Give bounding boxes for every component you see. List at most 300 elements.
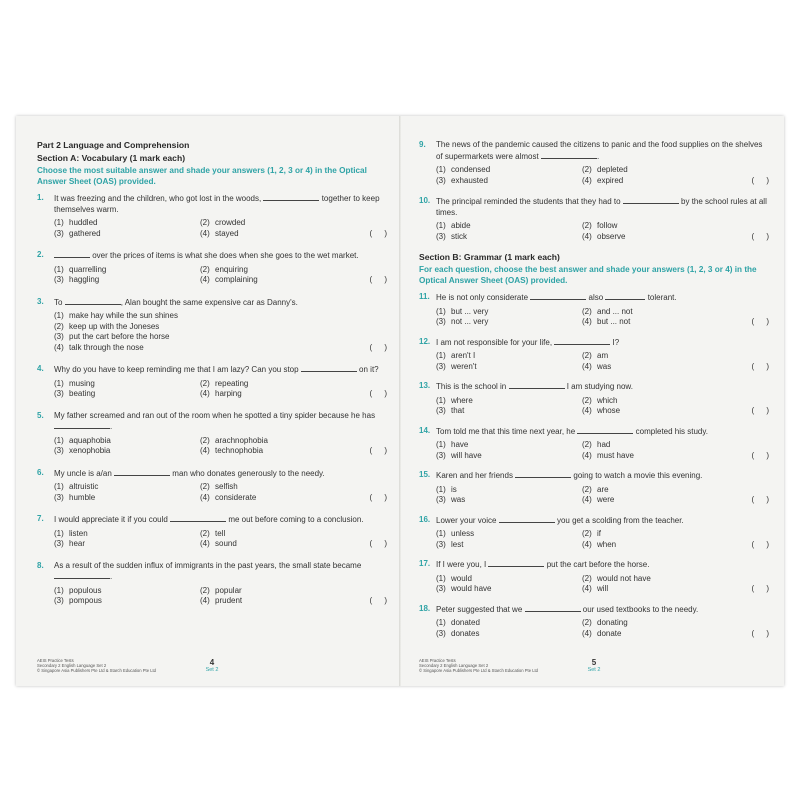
answer-bracket[interactable]: ( )	[751, 628, 769, 638]
option[interactable]	[436, 584, 491, 595]
question-stem: tolerant.	[647, 293, 677, 302]
question-stem: , Alan bought the same expensive car as Danny's.	[120, 297, 298, 307]
option-text: stick	[451, 231, 467, 241]
option-number: (1)	[436, 573, 446, 583]
page-number: 4	[209, 658, 215, 667]
option-text: that	[451, 406, 465, 415]
option[interactable]	[582, 351, 608, 362]
option[interactable]	[582, 574, 651, 585]
answer-blank	[530, 292, 586, 300]
option[interactable]	[436, 540, 463, 551]
option-number: (3)	[54, 492, 64, 502]
option-text: is	[451, 484, 457, 494]
option-text: considerate	[215, 492, 257, 502]
option[interactable]	[436, 176, 488, 187]
question	[419, 381, 769, 417]
answer-bracket[interactable]: ( )	[369, 275, 387, 284]
answer-bracket[interactable]: ( )	[369, 492, 387, 502]
page-footer	[419, 658, 769, 680]
option-number: (2)	[582, 221, 592, 230]
question	[419, 140, 769, 186]
question-stem: .	[110, 422, 113, 431]
section-b-instruction: For each question, choose the best answer and shade your answers (1, 2, 3 or 4) in the Optical Answer Sheet (OAS) provided.	[419, 265, 757, 285]
option-number: (3)	[54, 389, 64, 398]
option-text: was	[451, 495, 466, 504]
answer-blank	[499, 515, 555, 523]
question-text	[436, 337, 769, 349]
option[interactable]	[436, 485, 457, 496]
question-stem: He is not only considerate	[436, 293, 529, 302]
option-text: arachnophobia	[215, 435, 268, 445]
option[interactable]	[54, 482, 98, 493]
option-number: (1)	[54, 378, 64, 388]
question-stem: on it?	[359, 365, 379, 374]
option-text: unless	[451, 529, 475, 538]
option[interactable]	[54, 446, 110, 457]
option-text: populous	[69, 585, 102, 595]
option[interactable]	[582, 221, 617, 232]
option[interactable]	[436, 451, 482, 462]
option-text: musing	[69, 378, 95, 388]
question-text	[436, 604, 769, 616]
option[interactable]	[582, 165, 628, 176]
question-stem: It was freezing and the children, who got lost in the woods,	[54, 194, 262, 203]
option-text: popular	[215, 585, 242, 595]
option-list	[436, 396, 769, 417]
option[interactable]	[436, 396, 473, 407]
option-number: (1)	[54, 482, 64, 491]
option-number: (1)	[54, 264, 64, 274]
question	[419, 426, 769, 462]
option[interactable]	[200, 218, 245, 229]
question-number: 6.	[37, 467, 44, 477]
option-list	[436, 618, 769, 639]
option-text: sound	[215, 539, 237, 548]
question	[37, 561, 387, 607]
question-stem: As a result of the sudden influx of immigrants in the past years, the small state became	[54, 560, 362, 570]
option-number: (2)	[582, 395, 592, 405]
option-text: prudent	[215, 596, 243, 605]
question-stem: by the school rules at all times.	[436, 197, 767, 217]
option[interactable]	[436, 495, 465, 506]
option[interactable]	[200, 596, 242, 607]
option[interactable]	[54, 332, 170, 343]
option-text: but ... very	[451, 306, 489, 316]
question-number: 9.	[419, 140, 426, 149]
option-number: (1)	[436, 484, 446, 494]
option-number: (1)	[436, 165, 446, 174]
option[interactable]	[200, 275, 258, 286]
option-text: beating	[69, 389, 96, 398]
option-number: (4)	[582, 539, 592, 549]
option-number: (1)	[54, 435, 64, 445]
set-label: Set 2	[587, 667, 601, 673]
question-stem: you get a scolding from the teacher.	[556, 515, 684, 525]
question-text	[436, 292, 769, 304]
answer-bracket[interactable]: ( )	[751, 450, 769, 460]
option-text: where	[451, 395, 473, 405]
question-number: 11.	[419, 292, 430, 301]
section-a-title: Section A: Vocabulary (1 mark each)	[37, 153, 186, 163]
question	[37, 297, 387, 354]
option[interactable]	[582, 317, 630, 328]
option-text: selfish	[215, 482, 238, 491]
question-stem: My father screamed and ran out of the room when he spotted a tiny spider because he has	[54, 410, 376, 420]
option-number: (3)	[436, 175, 446, 185]
option[interactable]	[582, 396, 617, 407]
option-number: (4)	[582, 584, 592, 593]
answer-blank	[54, 421, 113, 431]
answer-bracket[interactable]: ( )	[369, 446, 387, 455]
option-list	[436, 529, 769, 550]
option-number: (2)	[582, 484, 592, 494]
question-stem: If I were you, I	[436, 560, 487, 569]
option-list	[54, 265, 387, 286]
question-text	[436, 140, 769, 162]
answer-bracket[interactable]: ( )	[369, 596, 387, 605]
option[interactable]	[436, 440, 468, 451]
question	[37, 193, 387, 239]
option-list	[54, 586, 387, 607]
answer-bracket[interactable]: ( )	[369, 539, 387, 548]
option-text: follow	[597, 221, 618, 230]
answer-bracket[interactable]: ( )	[751, 231, 769, 241]
question-number: 10.	[419, 196, 431, 205]
option-number: (2)	[54, 321, 64, 331]
option-number: (1)	[54, 528, 64, 538]
question-text	[436, 515, 769, 527]
option-number: (3)	[54, 446, 64, 455]
question-stem: I am not responsible for your life,	[436, 337, 553, 347]
option[interactable]	[54, 493, 95, 504]
option-list	[54, 482, 387, 503]
question-text	[436, 559, 769, 571]
answer-bracket[interactable]: ( )	[751, 495, 769, 504]
option-number: (4)	[200, 275, 210, 284]
option-number: (4)	[582, 231, 592, 241]
answer-blank	[488, 559, 544, 567]
option[interactable]	[54, 596, 102, 607]
option-number: (2)	[200, 378, 210, 388]
option-text: gathered	[69, 228, 101, 238]
question-number: 15.	[419, 470, 431, 479]
option-text: hear	[69, 539, 86, 548]
option-list	[436, 574, 769, 595]
option-number: (3)	[54, 596, 64, 605]
footer-line: © Singapore Asia Publishers Pte Ltd & Starch Education Pte Ltd	[419, 668, 539, 674]
answer-bracket[interactable]: ( )	[751, 406, 769, 415]
question	[37, 250, 387, 286]
question-stem: Peter suggested that we	[436, 604, 523, 614]
option-number: (3)	[436, 539, 446, 549]
option[interactable]	[582, 485, 609, 496]
option[interactable]	[582, 629, 621, 640]
option-text: technophobia	[215, 446, 264, 455]
option[interactable]	[582, 307, 633, 318]
option-text: will have	[451, 450, 482, 460]
question-stem: man who donates generously to the needy.	[172, 468, 325, 478]
option-number: (2)	[200, 585, 210, 595]
option[interactable]	[200, 493, 256, 504]
answer-blank	[65, 297, 121, 305]
option-number: (1)	[54, 218, 64, 227]
question-stem: My uncle is a/an	[54, 468, 112, 478]
option-text: repeating	[215, 378, 249, 388]
option[interactable]	[200, 379, 248, 390]
option[interactable]	[436, 317, 488, 328]
option[interactable]	[54, 218, 97, 229]
option-text: aquaphobia	[69, 435, 111, 445]
option-number: (4)	[200, 228, 210, 238]
option-text: was	[597, 361, 612, 371]
footer-line: AEIS Practice Tests	[37, 658, 74, 663]
question-stem: going to watch a movie this evening.	[573, 471, 703, 480]
question-number: 14.	[419, 425, 431, 435]
answer-bracket[interactable]: ( )	[751, 317, 769, 326]
answer-blank	[577, 426, 633, 434]
option-number: (3)	[436, 406, 446, 415]
page-number: 5	[591, 658, 597, 667]
option-text: listen	[69, 528, 88, 538]
option-number: (2)	[200, 218, 210, 227]
option[interactable]	[436, 232, 467, 243]
option-text: are	[597, 484, 609, 494]
question-stem: I?	[612, 337, 620, 347]
option[interactable]	[582, 232, 625, 243]
option-text: whose	[597, 406, 621, 415]
question	[419, 337, 769, 373]
option[interactable]	[436, 165, 490, 176]
question-stem: I am studying now.	[566, 382, 633, 391]
option-number: (3)	[54, 332, 64, 341]
answer-bracket[interactable]: ( )	[369, 389, 387, 398]
option-number: (4)	[582, 175, 592, 185]
option[interactable]	[54, 379, 95, 390]
option-text: must have	[597, 450, 634, 460]
option-text: depleted	[597, 165, 628, 174]
option-text: not ... very	[451, 317, 489, 326]
question-number: 5.	[37, 410, 44, 420]
option-text: donates	[451, 628, 480, 638]
option[interactable]	[200, 436, 268, 447]
option-text: altruistic	[69, 482, 99, 491]
question	[419, 196, 769, 242]
option[interactable]	[200, 229, 239, 240]
question-stem: completed his study.	[635, 426, 708, 436]
option-number: (2)	[582, 440, 592, 449]
answer-blank	[623, 196, 679, 204]
option[interactable]	[582, 618, 628, 629]
footer-line: Secondary 2 English Language Set 2	[419, 663, 489, 669]
question-stem: This is the school in	[436, 382, 507, 391]
option-number: (1)	[436, 618, 446, 627]
option[interactable]	[436, 307, 488, 318]
option-text: donate	[597, 628, 622, 638]
question-stem: To	[54, 297, 63, 307]
option-text: would have	[451, 584, 492, 593]
option-text: donated	[451, 618, 480, 627]
option[interactable]	[54, 229, 101, 240]
option[interactable]	[54, 275, 99, 286]
option-number: (1)	[436, 529, 446, 538]
option-list	[436, 440, 769, 461]
question-stem: I would appreciate it if you could	[54, 515, 168, 524]
answer-blank	[525, 604, 581, 612]
question-number: 12.	[419, 336, 431, 346]
question-stem: put the cart before the horse.	[546, 560, 650, 569]
option[interactable]	[436, 406, 464, 417]
option[interactable]	[200, 265, 248, 276]
question-text	[436, 470, 769, 482]
option-number: (2)	[582, 351, 592, 360]
option[interactable]	[54, 343, 144, 354]
answer-bracket[interactable]: ( )	[751, 175, 769, 185]
option[interactable]	[200, 586, 242, 597]
option-number: (2)	[582, 618, 592, 627]
question-number: 1.	[37, 193, 44, 202]
question	[37, 364, 387, 400]
answer-blank	[170, 514, 226, 522]
option[interactable]	[54, 311, 178, 322]
question-stem: .	[110, 572, 113, 581]
option[interactable]	[436, 221, 471, 232]
option-text: would	[451, 573, 472, 583]
option-text: which	[597, 395, 618, 405]
option-text: would not have	[597, 573, 651, 583]
option-text: xenophobia	[69, 446, 111, 455]
option-list	[436, 485, 769, 506]
question-stem: Tom told me that this time next year, he	[436, 426, 576, 436]
option[interactable]	[582, 451, 634, 462]
question-number: 18.	[419, 603, 431, 613]
option-text: pompous	[69, 596, 102, 605]
option[interactable]	[582, 362, 611, 373]
option[interactable]	[200, 446, 263, 457]
option-text: observe	[597, 231, 626, 241]
answer-bracket[interactable]: ( )	[751, 539, 769, 549]
option[interactable]	[582, 540, 616, 551]
option-number: (4)	[582, 406, 592, 415]
option-list	[436, 351, 769, 372]
option-list	[54, 311, 387, 353]
option[interactable]	[54, 539, 85, 550]
book-gutter	[399, 116, 401, 686]
answer-blank	[554, 337, 610, 345]
option-number: (3)	[54, 228, 64, 238]
question-stem: The principal reminded the students that they had to	[436, 197, 621, 206]
question-text	[54, 411, 387, 433]
answer-blank	[54, 571, 113, 581]
question	[419, 604, 769, 640]
option-text: huddled	[69, 218, 98, 227]
option-text: harping	[215, 389, 242, 398]
option-list	[436, 307, 769, 328]
option[interactable]	[54, 389, 95, 400]
option-text: put the cart before the horse	[69, 332, 170, 341]
question-stem: Why do you have to keep reminding me that I am lazy? Can you stop	[54, 365, 299, 374]
option-text: abide	[451, 221, 471, 230]
option[interactable]	[436, 574, 472, 585]
set-label: Set 2	[205, 667, 219, 673]
option[interactable]	[436, 529, 474, 540]
answer-blank	[509, 381, 565, 389]
footer-line: © Singapore Asia Publishers Pte Ltd & Starch Education Pte Ltd	[37, 668, 157, 674]
option[interactable]	[54, 529, 88, 540]
option[interactable]	[582, 529, 601, 540]
question	[419, 292, 769, 328]
option-number: (4)	[582, 495, 592, 504]
option-text: expired	[597, 175, 624, 185]
answer-blank	[515, 470, 571, 478]
section-a-instruction: Choose the most suitable answer and shade your answers (1, 2, 3 or 4) in the Optical Answer Sheet (OAS) provided.	[37, 166, 367, 186]
option[interactable]	[54, 586, 101, 597]
option-text: were	[597, 495, 615, 504]
option[interactable]	[582, 176, 623, 187]
question-text	[54, 364, 387, 376]
question-text	[54, 468, 387, 480]
question-stem: Karen and her friends	[436, 471, 513, 480]
vocabulary-questions-continued	[419, 140, 769, 242]
option[interactable]	[582, 406, 620, 417]
option-number: (1)	[436, 351, 446, 360]
answer-bracket[interactable]: ( )	[751, 361, 769, 371]
answer-blank	[301, 364, 357, 372]
option[interactable]	[436, 351, 475, 362]
page-number-block	[419, 658, 769, 673]
part-title: Part 2 Language and Comprehension	[37, 140, 190, 150]
option-number: (4)	[200, 492, 210, 502]
option[interactable]	[54, 436, 111, 447]
option-text: lest	[451, 539, 464, 549]
page-footer	[37, 658, 387, 680]
option[interactable]	[200, 482, 238, 493]
option-text: aren't I	[451, 351, 476, 360]
option[interactable]	[582, 495, 614, 506]
option-number: (3)	[436, 450, 446, 460]
question	[37, 411, 387, 457]
option-number: (1)	[436, 395, 446, 405]
question-number: 17.	[419, 559, 431, 568]
option-number: (1)	[436, 306, 446, 316]
option[interactable]	[582, 440, 610, 451]
option[interactable]	[200, 529, 225, 540]
answer-bracket[interactable]: ( )	[369, 228, 387, 238]
answer-bracket[interactable]: ( )	[751, 584, 769, 593]
option[interactable]	[200, 389, 242, 400]
question-text	[54, 250, 387, 262]
option[interactable]	[436, 618, 480, 629]
question-number: 2.	[37, 250, 44, 259]
option[interactable]	[436, 629, 479, 640]
option[interactable]	[54, 322, 159, 333]
answer-bracket[interactable]: ( )	[369, 342, 387, 352]
question-stem: Lower your voice	[436, 515, 497, 525]
vocabulary-questions	[37, 193, 387, 607]
option[interactable]	[200, 539, 237, 550]
option[interactable]	[54, 265, 106, 276]
question-number: 3.	[37, 296, 44, 306]
option[interactable]	[582, 584, 608, 595]
option[interactable]	[436, 362, 477, 373]
option-number: (4)	[200, 446, 210, 455]
option-number: (2)	[582, 529, 592, 538]
option-number: (1)	[436, 440, 446, 449]
question-text	[436, 426, 769, 438]
option-text: am	[597, 351, 609, 360]
option-number: (4)	[200, 389, 210, 398]
option-number: (4)	[200, 596, 210, 605]
option-text: condensed	[451, 165, 491, 174]
